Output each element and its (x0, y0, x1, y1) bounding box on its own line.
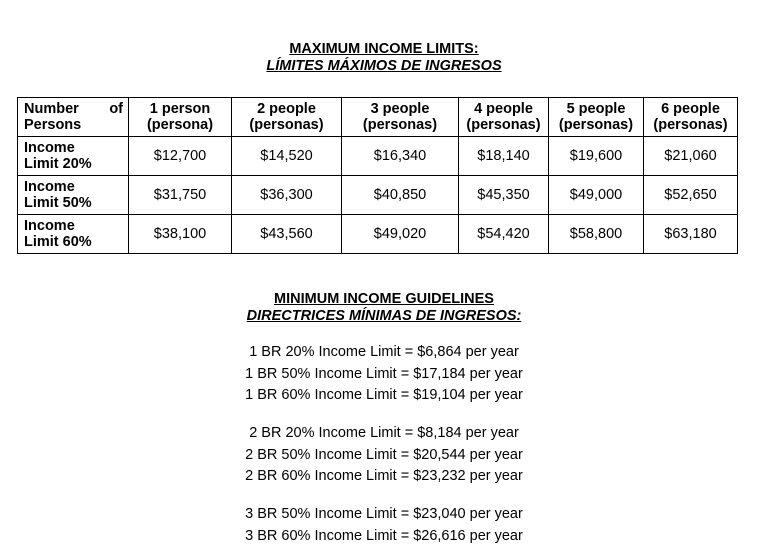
column-header-es: (personas) (345, 117, 455, 133)
max-income-heading (0, 41, 768, 75)
column-header-en: 2 people (235, 101, 338, 117)
guideline-line: 1 BR 60% Income Limit = $19,104 per year (0, 385, 768, 407)
table-cell: $54,420 (459, 215, 549, 254)
row-header-line1: Income (24, 179, 125, 195)
row-header-line1: Income (24, 140, 125, 156)
table-cell: $12,700 (129, 137, 232, 176)
corner-label-persons: Persons (24, 117, 125, 133)
table-header-row (18, 98, 738, 137)
table-cell: $43,560 (232, 215, 342, 254)
min-income-heading (0, 291, 768, 325)
persons-header-cell (18, 98, 129, 137)
table-cell: $36,300 (232, 176, 342, 215)
guideline-line: 1 BR 50% Income Limit = $17,184 per year (0, 364, 768, 386)
income-limits-table (17, 97, 738, 254)
table-cell: $49,000 (549, 176, 644, 215)
corner-label-of: of (109, 101, 123, 117)
column-header-es: (personas) (647, 117, 734, 133)
column-header-en: 1 person (132, 101, 228, 117)
guideline-line: 3 BR 60% Income Limit = $26,616 per year (0, 526, 768, 547)
row-header-line2: Limit 50% (24, 195, 125, 211)
guideline-group-2br (0, 423, 768, 488)
table-cell: $16,340 (342, 137, 459, 176)
column-header (342, 98, 459, 137)
table-cell: $18,140 (459, 137, 549, 176)
row-header (18, 137, 129, 176)
row-header-line2: Limit 20% (24, 156, 125, 172)
column-header (644, 98, 738, 137)
table-cell: $49,020 (342, 215, 459, 254)
table-cell: $40,850 (342, 176, 459, 215)
table-cell: $38,100 (129, 215, 232, 254)
column-header-en: 6 people (647, 101, 734, 117)
column-header (549, 98, 644, 137)
guideline-group-1br (0, 342, 768, 407)
guideline-line: 1 BR 20% Income Limit = $6,864 per year (0, 342, 768, 364)
table-row (18, 137, 738, 176)
table-cell: $63,180 (644, 215, 738, 254)
table-cell: $14,520 (232, 137, 342, 176)
row-header (18, 176, 129, 215)
column-header-es: (personas) (235, 117, 338, 133)
guideline-line: 2 BR 20% Income Limit = $8,184 per year (0, 423, 768, 445)
column-header-en: 3 people (345, 101, 455, 117)
table-cell: $31,750 (129, 176, 232, 215)
guideline-group-3br (0, 504, 768, 547)
table-cell: $58,800 (549, 215, 644, 254)
column-header-es: (personas) (462, 117, 545, 133)
table-cell: $52,650 (644, 176, 738, 215)
row-header-line1: Income (24, 218, 125, 234)
row-header-line2: Limit 60% (24, 234, 125, 250)
corner-label-number: Number (24, 101, 79, 117)
column-header (129, 98, 232, 137)
column-header (232, 98, 342, 137)
min-income-title-en: MINIMUM INCOME GUIDELINES (0, 291, 768, 308)
column-header-en: 5 people (552, 101, 640, 117)
column-header (459, 98, 549, 137)
max-income-title-es: LÍMITES MÁXIMOS DE INGRESOS (0, 58, 768, 75)
guideline-line: 2 BR 50% Income Limit = $20,544 per year (0, 445, 768, 467)
table-cell: $21,060 (644, 137, 738, 176)
column-header-es: (persona) (132, 117, 228, 133)
max-income-title-en: MAXIMUM INCOME LIMITS: (0, 41, 768, 58)
table-row (18, 215, 738, 254)
table-cell: $45,350 (459, 176, 549, 215)
guideline-line: 2 BR 60% Income Limit = $23,232 per year (0, 466, 768, 488)
table-row (18, 176, 738, 215)
row-header (18, 215, 129, 254)
column-header-en: 4 people (462, 101, 545, 117)
min-income-title-es: DIRECTRICES MÍNIMAS DE INGRESOS: (0, 308, 768, 325)
column-header-es: (personas) (552, 117, 640, 133)
table-cell: $19,600 (549, 137, 644, 176)
guideline-line: 3 BR 50% Income Limit = $23,040 per year (0, 504, 768, 526)
